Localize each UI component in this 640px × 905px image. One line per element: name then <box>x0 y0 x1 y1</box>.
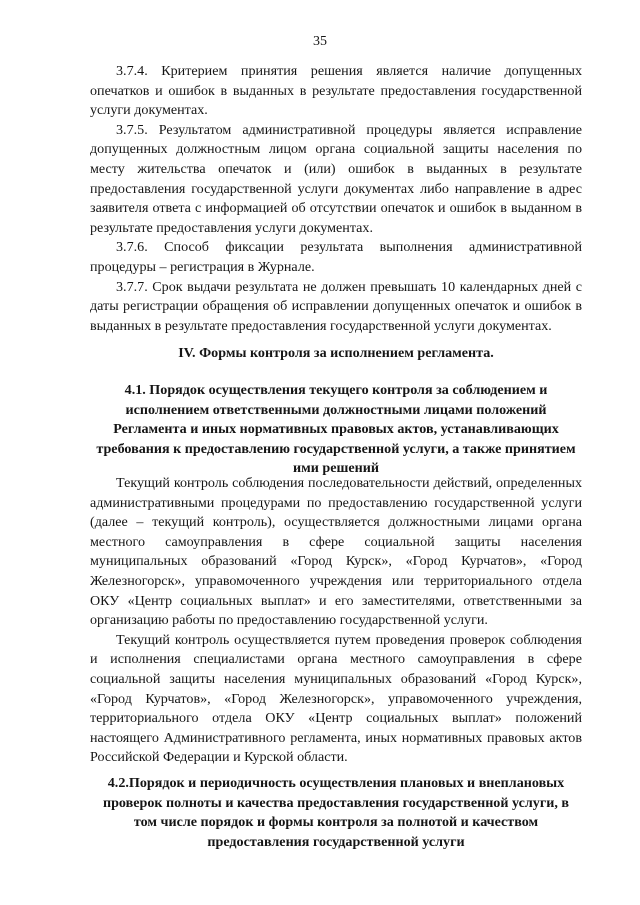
section-4-2-heading: 4.2.Порядок и периодичность осуществления плановых и внеплановых проверок полноты и качества предоставления государственной услуги, в том числе порядок и формы контроля за полнотой и качеством предоставления государственной услуги <box>102 775 570 850</box>
paragraph-3-7-5: 3.7.5. Результатом административной процедуры является исправление допущенных должностным лицом органа социальной защиты населения по месту жительства опечаток и (или) ошибок в выданных в результате предоставления государственной услуги документах либо направление в адрес заявителя ответа с информацией об отсутствии опечаток и ошибок в выданном в результате предоставления услуги документах. <box>90 121 582 236</box>
paragraph-3-7-7: 3.7.7. Срок выдачи результата не должен превышать 10 календарных дней с даты регистрации обращения об исправлении допущенных опечаток и ошибок в выданных в результате предоставления государственной услуги документах. <box>90 278 582 334</box>
page-number: 35 <box>313 34 327 49</box>
paragraph-current-control: Текущий контроль соблюдения последовательности действий, определенных административными процедурами по предоставлению государственной услуги (далее – текущий контроль), осуществляется должностными лицами органа местного самоуправления в сфере социальной защиты населения муниципальных образований «Город Курск», «Город Курчатов», «Город Железногорск», управомоченного учреждения или территориального отдела ОКУ «Центр социальных выплат» и его заместителями, ответственными за организацию работы по предоставлению государственной услуги. <box>90 475 582 629</box>
section-3-7-text <box>90 62 582 336</box>
paragraph-3-7-6: 3.7.6. Способ фиксации результата выполнения административной процедуры – регистрация в Журнале. <box>90 239 582 275</box>
paragraph-3-7-4: 3.7.4. Критерием принятия решения является наличие допущенных опечатков и ошибок в выданных в результате предоставления государственной услуги документах. <box>90 63 582 119</box>
paragraph-control-checks: Текущий контроль осуществляется путем проведения проверок соблюдения и исполнения специалистами органа местного самоуправления в сфере социальной защиты населения муниципальных образований «Город Курск», «Город Курчатов», «Город Железногорск», управомоченного учреждения, территориального отдела ОКУ «Центр социальных выплат» положений настоящего Административного регламента, иных нормативных правовых актов Российской Федерации и Курской области. <box>90 631 582 766</box>
section-4-1-text <box>90 474 582 768</box>
section-4-1-heading: 4.1. Порядок осуществления текущего контроля за соблюдением и исполнением ответственными должностными лицами положений Регламента и иных нормативных правовых актов, устанавливающих требования к предоставлению государственной услуги, а также принятием ими решений <box>96 382 576 477</box>
section-iv-heading: IV. Формы контроля за исполнением регламента. <box>178 345 494 361</box>
